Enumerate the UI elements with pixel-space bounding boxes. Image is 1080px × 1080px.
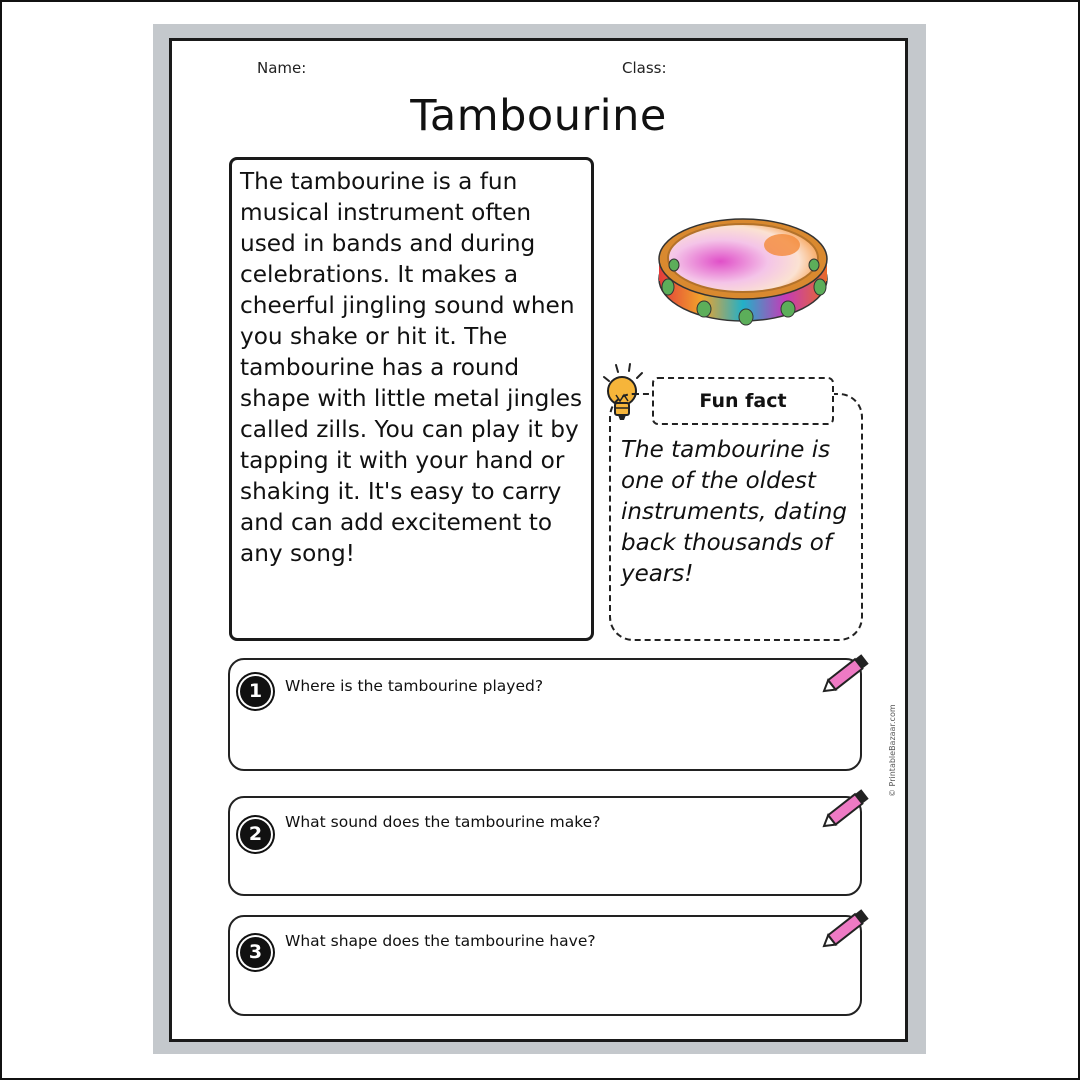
page-title: Tambourine xyxy=(410,91,667,141)
copyright-credit: © PrintableBazaar.com xyxy=(888,704,897,797)
reading-passage: The tambourine is a fun musical instrument often used in bands and during celebrations. It makes a cheerful jingling sound when you shake or hit it. The tambourine has a round shape with little metal jingles called zills. You can play it by tapping it with your hand or shaking it. It's easy to carry and can add excitement to any song! xyxy=(240,168,583,567)
class-label: Class: xyxy=(622,59,667,77)
pencil-icon xyxy=(818,651,872,697)
fun-fact-label: Fun fact xyxy=(652,377,834,425)
question-number-2: 2 xyxy=(240,819,271,850)
answer-box-3[interactable] xyxy=(228,915,862,1016)
fun-fact-text: The tambourine is one of the oldest instruments, dating back thousands of years! xyxy=(621,437,848,587)
pencil-icon xyxy=(818,906,872,952)
answer-box-2[interactable] xyxy=(228,796,862,896)
question-text-1: Where is the tambourine played? xyxy=(285,677,544,695)
pencil-icon xyxy=(818,786,872,832)
worksheet-page xyxy=(169,38,908,1042)
name-label: Name: xyxy=(257,59,307,77)
question-text-2: What sound does the tambourine make? xyxy=(285,813,601,831)
question-text-3: What shape does the tambourine have? xyxy=(285,932,596,950)
tambourine-illustration xyxy=(654,215,832,329)
question-number-3: 3 xyxy=(240,937,271,968)
reading-passage-box xyxy=(229,157,594,641)
answer-box-1[interactable] xyxy=(228,658,862,771)
question-number-1: 1 xyxy=(240,676,271,707)
